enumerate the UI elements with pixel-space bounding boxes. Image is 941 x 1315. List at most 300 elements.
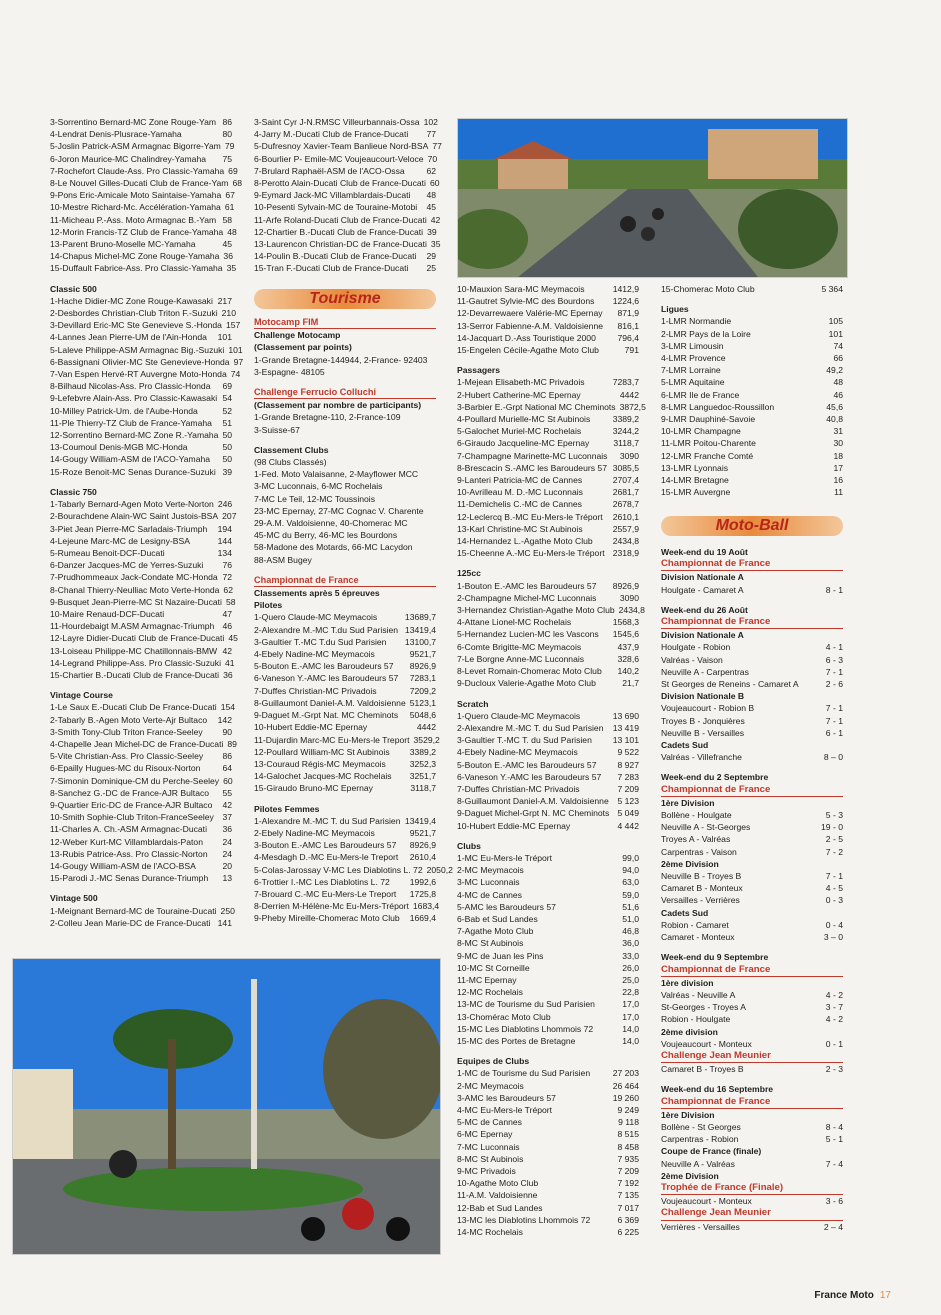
result-row [661,376,843,388]
competition-title: Championnat de France [661,784,843,797]
column-4 [661,283,843,498]
result-name: 10-Mauxion Sara-MC Meymacois [457,284,585,294]
result-row [50,787,232,799]
text-line: 45-MC du Berry, 46-MC les Bourdons [254,530,398,541]
result-name: 11-MC Epernay [457,974,517,985]
result-row [254,912,436,924]
result-name: 12-Weber Kurt-MC Villamblardais-Paton [50,836,203,847]
division-title: 2ème Division [661,1170,719,1181]
result-name: 3-Hernandez Christian-Agathe Moto Club [457,605,615,616]
competition-title: Championnat de France [661,558,843,571]
result-value: 9 522 [617,747,639,758]
match-row [661,715,843,727]
photo-roundabout [12,958,441,1255]
result-value: 36,0 [622,938,639,949]
result-value: 2681,7 [612,487,639,498]
match-score: 3 - 6 [825,1196,843,1207]
match-teams: Voujeaucourt - Monteux [661,1196,752,1207]
result-name: 9-MC de Juan les Pins [457,950,544,961]
result-value: 157 [225,320,241,331]
result-row [457,962,639,974]
clubs-title: Clubs [457,840,481,851]
result-name: 4-Poullard Murielle-MC St Aubinois [457,414,591,425]
result-value: 45,6 [826,401,843,412]
match-row [661,846,843,858]
result-row [50,417,232,429]
result-row [457,876,639,888]
result-name: 9-Quartier Eric-DC de France-AJR Bultaco [50,799,213,810]
result-name: 14-Gougy William-ASM de l'ACO-Yamaha [50,454,211,465]
result-name: 3-Piet Jean Pierre-MC Sarladais-Triumph [50,523,208,534]
match-teams: St Georges de Reneins - Camaret A [661,679,799,690]
result-row [50,535,232,547]
result-row [50,331,232,343]
result-name: 9-Lanteri Patricia-MC de Cannes [457,475,583,486]
weekend-section [661,604,843,764]
result-row [457,734,639,746]
match-teams: Carpentras - Vaison [661,846,737,857]
result-value: 6 369 [617,1214,639,1225]
result-row [254,876,436,888]
result-value: 41 [225,657,235,668]
result-name: 8-Sanchez G.-DC de France-AJR Bultaco [50,787,210,798]
result-value: 217 [217,295,232,306]
division-title: Cadets Sud [661,907,709,918]
weekend-title: Week-end du 19 Août [661,547,748,557]
result-row [457,1177,639,1189]
result-row [457,389,639,401]
result-name: 1-MC Eu-Mers-le Tréport [457,852,553,863]
result-name: 4-Lejeune Marc-MC de Lesigny-BSA [50,535,190,546]
result-row [457,783,639,795]
result-value: 68 [232,178,243,189]
match-row [661,1013,843,1025]
page-number: 17 [879,1290,891,1301]
result-value: 3251,7 [409,771,436,782]
result-row [457,1023,639,1035]
result-value: 45 [222,239,232,250]
result-value: 13 [222,873,232,884]
result-name: 3-Bouton E.-AMC Les Baroudeurs 57 [254,840,397,851]
classic750-title: Classic 750 [50,486,97,497]
result-row [457,998,639,1010]
result-value: 3252,3 [409,758,436,769]
result-name: 3-LMR Limousin [661,340,724,351]
result-row [254,165,436,177]
result-row [457,950,639,962]
result-value: 27 203 [612,1068,639,1079]
result-value: 13 101 [612,735,639,746]
result-row [254,262,436,274]
result-name: 6-Bassignani Olivier-MC Ste Genevieve-Honda [50,356,230,367]
match-score: 0 - 3 [825,895,843,906]
result-row [457,450,639,462]
result-name: 1-Quero Claude-MC Meymacois [254,612,378,623]
result-value: 9521,7 [409,827,436,838]
result-value: 80 [222,129,232,140]
result-value: 8926,9 [612,580,639,591]
result-row [661,352,843,364]
weekend-section [661,546,843,596]
result-value: 49,2 [826,365,843,376]
motocamp-sub2: (Classement par points) [254,342,352,353]
result-value: 17,0 [622,999,639,1010]
result-row [457,1067,639,1079]
result-value: 72 [222,572,232,583]
result-value: 5 049 [617,808,639,819]
result-value: 4 442 [617,820,639,831]
result-value: 2610,1 [612,511,639,522]
match-teams: Camaret B - Monteux [661,883,743,894]
result-name: 7-Duffes Christian-MC Privadois [457,783,580,794]
result-value: 51,6 [622,901,639,912]
result-value: 13 419 [612,722,639,733]
result-value: 90 [222,726,232,737]
result-row [50,307,236,319]
result-row [457,937,639,949]
pilotes-femmes-list [254,815,453,925]
result-name: 5-Laleve Philippe-ASM Armagnac Big.-Suzuki [50,344,225,355]
result-row [50,872,232,884]
motocamp-sub1: Challenge Motocamp [254,330,341,341]
result-value: 46,8 [622,926,639,937]
classic500-title: Classic 500 [50,283,97,294]
result-value: 69 [222,381,232,392]
result-name: 14-Legrand Philippe-Ass. Pro Classic-Suzuki [50,657,221,668]
match-row [661,727,843,739]
classic750-list [50,498,238,681]
result-row [457,771,639,783]
result-value: 154 [220,702,236,713]
result-value: 75 [222,153,232,164]
competition-title: Championnat de France [661,616,843,629]
text-line: (98 Clubs Classés) [254,457,327,468]
clubs-list [457,852,639,1047]
result-row [254,250,436,262]
vintage500-title: Vintage 500 [50,893,98,904]
result-row [50,262,237,274]
result-value: 194 [217,523,232,534]
result-name: 1-MC de Tourisme du Sud Parisien [457,1068,591,1079]
result-row [50,657,235,669]
result-value: 13 690 [612,710,639,721]
result-value: 7 192 [617,1178,639,1189]
classic500-list [50,295,244,478]
result-row [254,900,440,912]
result-row [254,226,436,238]
result-value: 1224,6 [612,296,639,307]
result-row [457,401,646,413]
result-row [661,437,843,449]
result-name: 7-Brouard C.-MC Eu-Mers-Le Treport [254,888,397,899]
result-row [457,1189,639,1201]
result-value: 21,7 [622,678,639,689]
match-row [661,821,843,833]
result-value: 134 [217,547,232,558]
result-name: 8-Perotto Alain-Ducati Club de France-Ducati [254,178,426,189]
result-row [50,405,232,417]
result-name: 5-Rumeau Benoit-DCF-Ducati [50,547,165,558]
result-value: 2610,4 [409,852,436,863]
result-value: 33,0 [622,950,639,961]
clubs-ranking-lines [254,456,436,566]
result-name: 3-AMC les Baroudeurs 57 [457,1092,556,1103]
result-value: 3389,2 [612,414,639,425]
result-name: 7-Agathe Moto Club [457,926,534,937]
result-row [457,901,639,913]
result-row [50,701,236,713]
result-name: 12-Poullard William-MC St Aubinois [254,746,390,757]
result-name: 10-Hubert Eddie-MC Epernay [254,722,368,733]
division-title: 1ère Division [661,1109,715,1120]
division-title: 1ère division [661,977,714,988]
ligues-list [661,315,843,498]
result-value: 7 135 [617,1190,639,1201]
result-row [661,413,843,425]
result-name: 2-Alexandre M.-MC T. du Sud Parisien [457,722,604,733]
result-row [661,328,843,340]
match-score: 8 - 4 [825,1121,843,1132]
result-name: 12-MC Rochelais [457,987,523,998]
weekend-title: Week-end du 9 Septembre [661,952,769,963]
result-value: 40,8 [826,414,843,425]
result-value: 42 [222,645,232,656]
motocamp-text2: 3-Espagne- 48105 [254,366,325,377]
result-row [50,860,232,872]
result-value: 3244,2 [612,426,639,437]
result-row [50,295,232,307]
result-value: 54 [222,393,232,404]
column-2 [254,116,442,275]
text-line: 23-MC Epernay, 27-MC Cognac V. Charente [254,505,424,516]
result-name: 10-Agathe Moto Club [457,1178,539,1189]
result-row [661,283,843,295]
result-row [254,201,436,213]
result-name: 4-Mesdagh D.-MC Eu-Mers-le Treport [254,852,399,863]
result-row [254,128,436,140]
competition-title: Trophée de France (Finale) [661,1182,843,1195]
col1-top-list [50,116,243,275]
result-value: 66 [833,353,843,364]
result-value: 3090 [619,592,639,603]
result-name: 6-MC Epernay [457,1129,513,1140]
division-title: Division Nationale A [661,630,744,641]
result-value: 8 927 [617,759,639,770]
result-value: 2434,8 [612,536,639,547]
match-row [661,678,843,690]
result-value: 7 017 [617,1202,639,1213]
result-value: 142 [217,714,232,725]
match-row [661,931,843,943]
result-value: 18 [833,450,843,461]
result-value: 46 [833,389,843,400]
result-row [457,759,639,771]
match-teams: Neuville A - Carpentras [661,666,749,677]
equipes-title: Equipes de Clubs [457,1056,530,1067]
result-value: 50 [222,442,232,453]
col3-top-list [457,283,639,356]
result-value: 1683,4 [412,901,440,912]
result-row [50,226,237,238]
result-value: 63,0 [622,877,639,888]
result-name: 12-Bab et Sud Landes [457,1202,543,1213]
result-value: 207 [222,511,237,522]
result-row [457,986,639,998]
match-score: 3 - 7 [825,1002,843,1013]
result-name: 1-Hache Didier-MC Zone Rouge-Kawasaki [50,295,213,306]
result-value: 48 [426,190,436,201]
match-teams: Houlgate - Camaret A [661,584,744,595]
pilotes-list [254,611,440,794]
result-value: 58 [222,214,232,225]
vintage500-list [50,905,235,929]
result-row [50,559,232,571]
result-value: 3085,5 [612,462,639,473]
result-row [457,1141,639,1153]
result-name: 11-LMR Poitou-Charente [661,438,756,449]
result-row [254,815,436,827]
result-value: 3389,2 [409,746,436,757]
match-row [661,1121,843,1133]
result-name: 10-MC St Corneille [457,962,530,973]
result-name: 7-Rochefort Claude-Ass. Pro Classic-Yamaha [50,165,225,176]
result-name: 5-Bouton E.-AMC les Baroudeurs 57 [254,661,394,672]
result-value: 140,2 [617,666,639,677]
result-name: 5-Hernandez Lucien-MC les Vascons [457,629,599,640]
result-value: 816,1 [617,320,639,331]
result-row [457,925,639,937]
match-row [661,1133,843,1145]
result-value: 3872,5 [619,401,646,412]
result-row [50,153,232,165]
motocamp-text: 1-Grande Bretagne-144944, 2-France- 92403 [254,354,428,365]
match-score: 6 - 1 [825,727,843,738]
result-value: 61 [224,202,235,213]
result-value: 25 [426,263,436,274]
match-row [661,666,843,678]
result-value: 36 [223,251,233,262]
result-row [457,1116,639,1128]
result-value: 67 [225,190,235,201]
result-name: 9-Pons Eric-Amicale Moto Saintaise-Yamaha [50,190,222,201]
result-value: 55 [222,787,232,798]
result-name: 7-LMR Lorraine [661,365,721,376]
match-row [661,641,843,653]
result-name: 8-Bilhaud Nicolas-Ass. Pro Classic-Honda [50,381,211,392]
result-name: 3-Saint Cyr J-N.RMSC Villeurbannais-Ossa [254,117,420,127]
result-name: 13-Coumoul Denis-MGB MC-Honda [50,442,188,453]
result-value: 7 209 [617,1166,639,1177]
result-row [50,632,238,644]
equipes-list [457,1067,639,1238]
match-row [661,1221,843,1233]
result-row [50,189,235,201]
match-teams: Robion - Camaret [661,919,729,930]
match-row [661,882,843,894]
result-value: 46 [222,621,232,632]
result-row [457,807,639,819]
result-row [50,762,232,774]
result-name: 6-Bab et Sud Landes [457,913,538,924]
match-score: 2 - 6 [825,679,843,690]
result-row [50,775,232,787]
result-name: 12-Layre Didier-Ducati Club de France-Ducati [50,633,225,644]
result-value: 3118,7 [410,783,436,794]
result-name: 10-Smith Sophie-Club Triton-FranceSeeley [50,812,214,823]
colluchi-text2: 3-Suisse-67 [254,424,300,435]
result-value: 101 [217,332,232,343]
result-name: 3-Devillard Eric-MC Ste Genevieve S.-Honda [50,320,222,331]
result-row [457,344,639,356]
motoball-banner: Moto-Ball [661,516,843,536]
result-value: 2050,2 [426,864,453,875]
result-name: 10-Pesenti Sylvain-MC de Touraine-Motobi [254,202,418,213]
result-row [254,697,436,709]
result-name: 13-MC les Diablotins Lhommois 72 [457,1214,591,1225]
result-name: 9-MC Privadois [457,1166,516,1177]
match-score: 5 - 3 [825,810,843,821]
result-row [254,611,436,623]
result-row [254,238,441,250]
result-row [254,672,436,684]
result-name: 7-Prudhommeaux Jack-Condate MC-Honda [50,572,218,583]
result-value: 97 [233,356,244,367]
result-value: 19 260 [612,1092,639,1103]
match-row [661,1038,843,1050]
result-name: 5-Joslin Patrick-ASM Armagnac Bigorre-Yam [50,141,221,152]
result-value: 51 [222,417,232,428]
result-name: 2-Tabarly B.-Agen Moto Verte-Ajr Bultaco [50,714,208,725]
match-score: 2 - 5 [825,834,843,845]
colluchi-sub: (Classement par nombre de participants) [254,400,422,411]
match-teams: Neuville B - Versailles [661,727,745,738]
result-row [457,1202,639,1214]
result-name: 15-Engelen Cécile-Agathe Moto Club [457,345,599,356]
result-row [457,1011,639,1023]
match-teams: Robion - Houlgate [661,1014,731,1025]
scratch-title: Scratch [457,698,489,709]
result-row [457,295,639,307]
result-name: 2-LMR Pays de la Loire [661,328,751,339]
result-name: 10-Avrilleau M. D.-MC Luconnais [457,487,583,498]
result-name: 9-Daguet Michel-Grpt N. MC Cheminots [457,808,610,819]
result-value: 26 464 [612,1080,639,1091]
result-name: 15-Duffault Fabrice-Ass. Pro Classic-Yamaha [50,263,223,274]
result-row [457,616,639,628]
match-row [661,809,843,821]
match-score: 7 - 1 [825,715,843,726]
result-row [457,722,639,734]
result-name: 15-Tran F.-Ducati Club de France-Ducati [254,263,409,274]
result-value: 35 [226,263,237,274]
result-name: 10-Mestre Richard-Mc. Accélération-Yamaha [50,202,221,213]
result-name: 11-Hourdebaigt M.ASM Armagnac-Triumph [50,621,215,632]
result-row [457,462,639,474]
result-value: 86 [222,117,232,127]
result-name: 13-MC de Tourisme du Sud Parisien [457,999,595,1010]
result-name: 10-Hubert Eddie-MC Epernay [457,820,571,831]
weekend-title: Week-end du 2 Septembre [661,772,769,783]
match-score: 4 - 2 [825,1014,843,1025]
result-value: 17,0 [622,1011,639,1022]
cdf-title: Championnat de France [254,574,436,587]
weekend-section [661,951,843,1075]
column-1 [50,116,244,929]
text-line: 3-MC Luconnais, 6-MC Rochelais [254,481,383,492]
result-value: 36 [223,669,233,680]
division-title: Division Nationale B [661,691,745,702]
result-name: 14-Chapus Michel-MC Zone Rouge-Yamaha [50,251,220,262]
